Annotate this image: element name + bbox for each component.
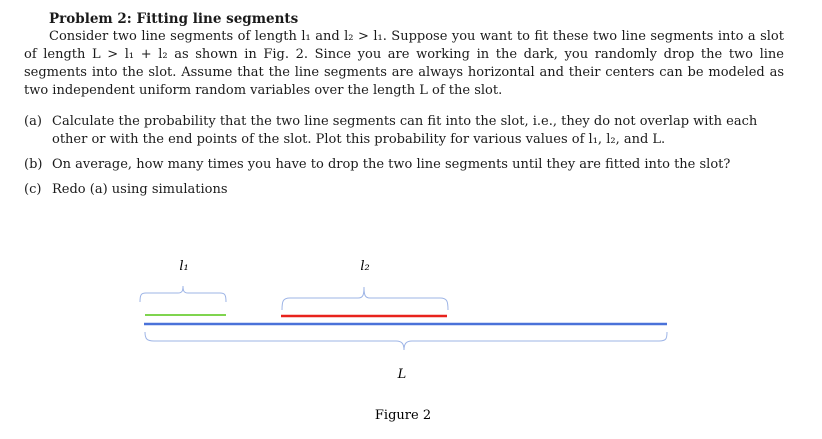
label-l2: l₂ [360, 259, 370, 274]
brace-L [145, 332, 667, 350]
brace-l2 [282, 287, 448, 310]
part-c-label: (c) [24, 182, 42, 197]
part-a-label: (a) [24, 114, 42, 129]
part-b-label: (b) [24, 157, 43, 172]
label-L: L [397, 367, 407, 382]
part-a-text: Calculate the probability that the two line segments can fit into the slot, i.e., they do not overlap with each other or with the end points of the slot. Plot this probability for various values of l₁, l₂, and L. [52, 114, 758, 147]
problem-title: Problem 2: Fitting line segments [49, 11, 299, 27]
label-l1: l₁ [179, 259, 189, 274]
brace-l1 [140, 286, 226, 302]
part-b-text: On average, how many times you have to drop the two line segments until they are fitted into the slot? [52, 157, 731, 172]
part-c-text: Redo (a) using simulations [52, 182, 228, 197]
figure-caption: Figure 2 [374, 408, 432, 423]
problem-statement: Consider two line segments of length l₁ and l₂ > l₁. Suppose you want to fit these two line segments into a slot of length L > l₁ + l₂ as shown in Fig. 2. Since you are working in the dark, you randomly drop the two line segments into the slot. Assume that the line segments are always horizontal and their centers can be modeled as two independent uniform random variables over the length L of the slot. [24, 29, 784, 98]
